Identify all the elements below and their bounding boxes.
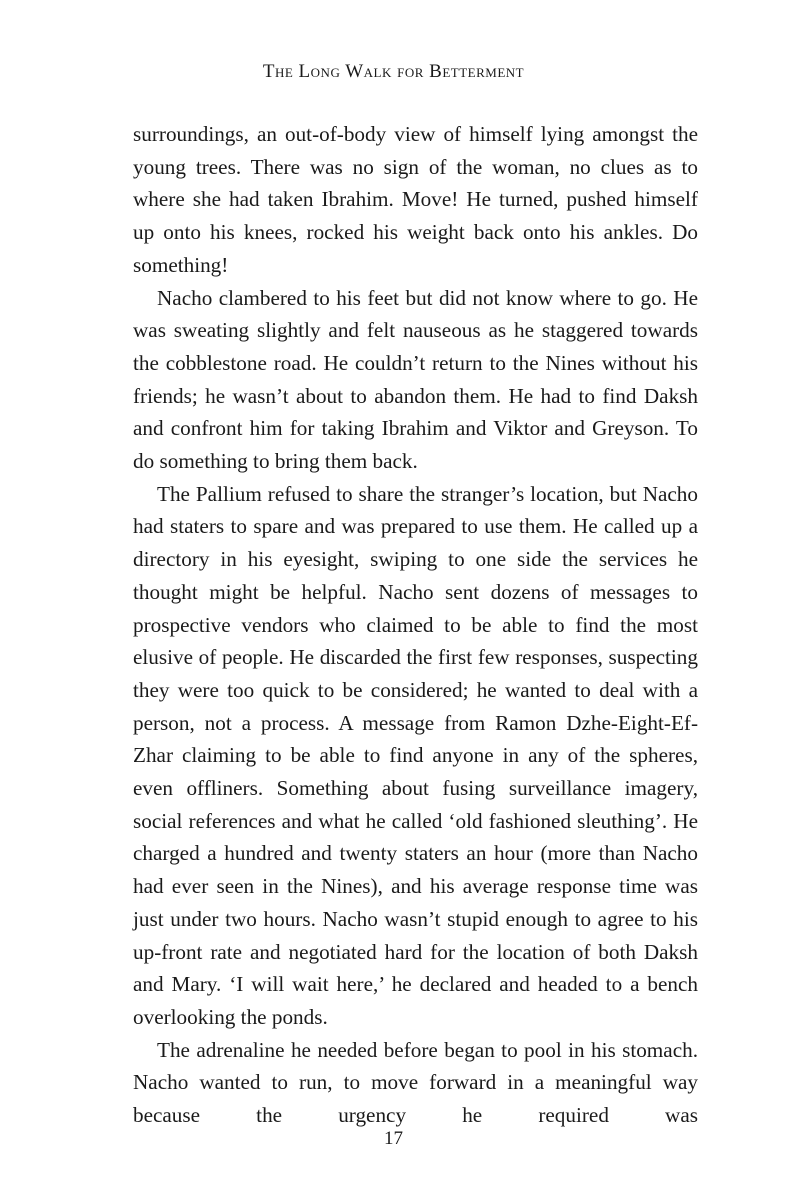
paragraph-2: Nacho clambered to his feet but did not know where to go. He was sweating slightly and felt nauseous as he staggered towards the cobblestone road. He couldn’t return to the Nines without his friends; he wasn’t about to abandon them. He had to find Daksh and confront him for taking Ibrahim and Viktor and Greyson. To do something to bring them back. [133, 285, 698, 474]
page-number: 17 [384, 1128, 403, 1149]
paragraph-4: The adrenaline he needed before began to pool in his stomach. Nacho wanted to run, to move forward in a meaningful way because the urgency he required was [133, 1037, 698, 1128]
paragraph-3: The Pallium refused to share the stranger’s location, but Nacho had staters to spare and was prepared to use them. He called up a directory in his eyesight, swiping to one side the services he thought might be helpful. Nacho sent dozens of messages to prospective vendors who claimed to be able to find the most elusive of people. He discarded the first few responses, suspecting they were too quick to be considered; he wanted to deal with a person, not a process. A message from Ramon Dzhe-Eight-Ef-Zhar claiming to be able to find anyone in any of the spheres, even offliners. Something about fusing surveillance imagery, social references and what he called ‘old fashioned sleuthing’. He charged a hundred and twenty staters an hour (more than Nacho had ever seen in the Nines), and his average response time was just under two hours. Nacho wasn’t stupid enough to agree to his up-front rate and negotiated hard for the location of both Daksh and Mary. ‘I will wait here,’ he declared and headed to a bench overlooking the ponds. [133, 481, 698, 1029]
running-head: The Long Walk for Betterment [262, 61, 525, 82]
body-text [133, 118, 698, 1132]
paragraph-1: surroundings, an out-of-body view of himself lying amongst the young trees. There was no sign of the woman, no clues as to where she had taken Ibrahim. Move! He turned, pushed himself up onto his knees, rocked his weight back onto his ankles. Do something! [133, 122, 698, 277]
